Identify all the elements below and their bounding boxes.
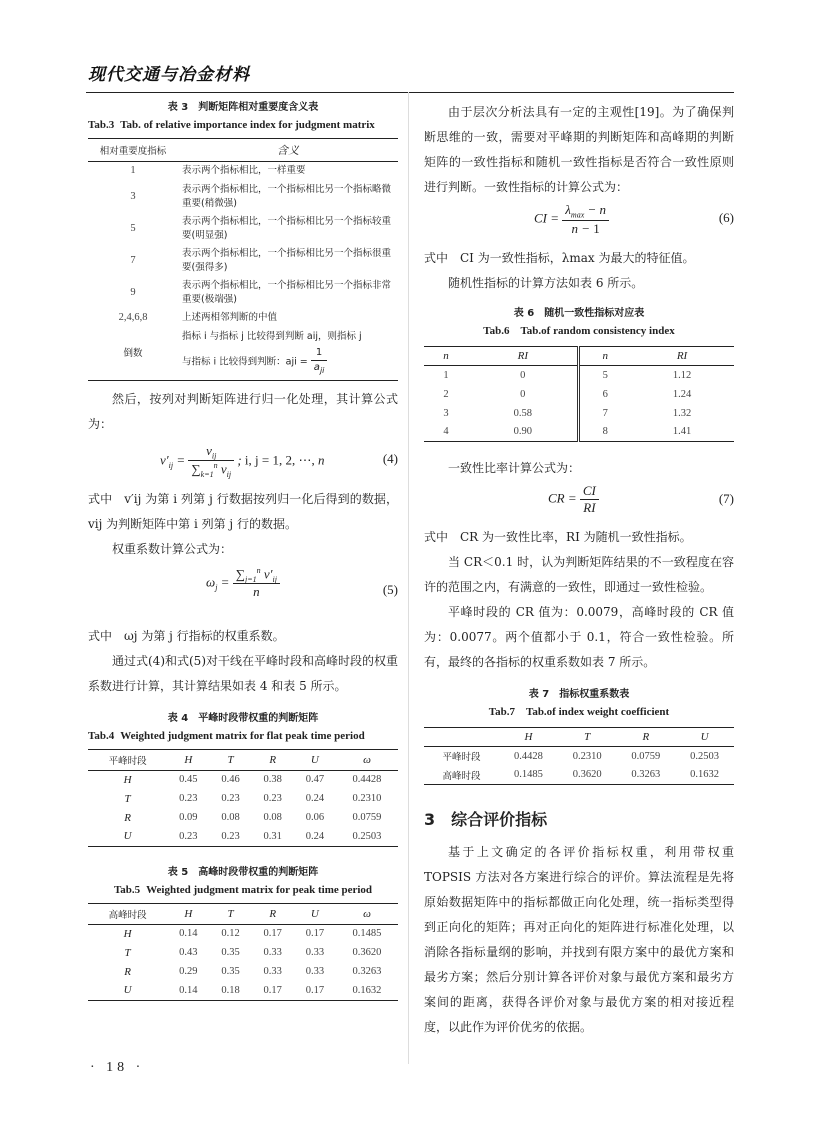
table7-cell: 0.1485 xyxy=(513,769,543,781)
table6-header: n xyxy=(579,347,630,366)
left-paragraph-1: 然后，按列对判断矩阵进行归一化处理，其计算公式为： xyxy=(88,391,398,431)
table3-cell-scale: 2,4,6,8 xyxy=(118,312,148,323)
table-row xyxy=(88,827,398,846)
table5-cell: 0.14 xyxy=(179,984,198,996)
eq7-fraction: $\frac{CI}{RI}$ xyxy=(580,483,599,516)
reciprocal-line2: 与指标 i 比较得到判断：aji = xyxy=(182,356,308,367)
table4-cell: 0.08 xyxy=(263,812,282,823)
table4-cell: 0.38 xyxy=(263,774,282,786)
table4-cell: 0.06 xyxy=(305,812,325,823)
table-row xyxy=(88,213,398,245)
table6 xyxy=(424,346,734,442)
table5-cell: 0.12 xyxy=(221,928,240,940)
table-row xyxy=(88,770,398,789)
header-rule xyxy=(86,92,734,93)
table6-cell: 1.41 xyxy=(672,426,692,438)
table6-cell: 6 xyxy=(602,388,608,400)
equation-4-body: $v'_{ij}$ = $\frac{v_{ij}}{\sum_{k=1}^n v_{ij}}$ ; i, j = 1, 2, ⋯, n xyxy=(160,442,325,480)
table6-cell: 0 xyxy=(468,385,579,404)
table5-cell: 0.1485 xyxy=(352,928,382,940)
table6-cell: 2 xyxy=(443,388,449,400)
table3-cell-scale: 5 xyxy=(130,222,136,234)
table6-header: RI xyxy=(468,347,579,366)
table5-header: R xyxy=(252,903,294,924)
reciprocal-line1: 指标 i 与指标 j 比较得到判断 aij，则指标 j xyxy=(182,330,362,342)
table4-header: 平峰时段 xyxy=(88,749,167,770)
table4-cell: 0.24 xyxy=(305,830,325,842)
table4-header: U xyxy=(294,749,336,770)
table5-cell: 0.33 xyxy=(263,947,282,958)
table5-header: T xyxy=(209,903,251,924)
equation-7-number: (7) xyxy=(718,491,734,506)
equation-6-number: (6) xyxy=(718,210,734,225)
table4-cell: H xyxy=(123,773,132,786)
table5-cell: 0.17 xyxy=(305,928,325,940)
table3-cell-scale: 9 xyxy=(130,286,136,298)
right-paragraph-8: 基于上文确定的各评价指标权重，利用带权重 TOPSIS 方法对各方案进行综合的评价。算法流程是先将原始数据矩阵中的指标都做正向化处理，统一指标类型得到正向化的矩阵；再对正向化的矩阵进行标准化处理，以消除各指标量纲的影响，并找到有限方案中的最优方案和最劣方案；然后分别计算各评价对象与最优方案和最劣方案间的距离，获得各评价对象与最优方案的相对接近程度，以此作为评价优劣的依据。 xyxy=(424,845,734,1034)
table4-cell: R xyxy=(124,811,131,824)
left-paragraph-3: 权重系数计算公式为： xyxy=(112,541,233,556)
table6-cell: 7 xyxy=(602,407,608,419)
table7-caption-zh: 表 7 指标权重系数表 xyxy=(528,689,630,700)
table-row xyxy=(88,309,398,328)
table6-cell: 0.90 xyxy=(468,423,579,442)
table5-cell: 0.33 xyxy=(305,947,325,958)
table6-cell: 0 xyxy=(468,366,579,385)
table6-caption-en: Tab.6 Tab.of random consistency index xyxy=(483,325,675,337)
table6-cell: 1.24 xyxy=(672,388,692,400)
journal-title: 现代交通与冶金材料 xyxy=(88,65,250,85)
table3-cell-meaning: 表示两个指标相比，一样重要 xyxy=(182,165,306,177)
table7-header: T xyxy=(558,728,617,747)
left-paragraph-4: 式中 ωj 为第 j 行指标的权重系数。 xyxy=(88,628,285,643)
table-row xyxy=(424,366,734,385)
equation-6-body: CI = $\frac{\lambda_{max} - n}{n - 1}$ xyxy=(534,202,609,237)
table7-cell: 0.3620 xyxy=(572,769,602,781)
table3-header: 含义 xyxy=(178,139,398,162)
table7 xyxy=(424,727,734,785)
eq5-fraction: $\frac{\sum_{j=1}^n v'_{ij}}{n}$ xyxy=(233,566,280,601)
table4 xyxy=(88,749,398,847)
right-paragraph-7: 平峰时段的 CR 值为：0.0079，高峰时段的 CR 值为：0.0077。两个值都小于 0.1，符合一致性检验。所有，最终的各指标的权重系数如表 7 所示。 xyxy=(424,605,734,669)
table3-caption-en xyxy=(88,116,398,134)
table6-cell: 3 xyxy=(443,407,449,419)
table5-cell: 0.33 xyxy=(305,966,325,977)
table-row xyxy=(424,423,734,442)
table-row xyxy=(88,981,398,1000)
table3-caption-zh: 表 3 判断矩阵相对重要度含义表 xyxy=(167,102,319,113)
table6-caption-zh: 表 6 随机一致性指标对应表 xyxy=(513,308,645,319)
left-paragraph-2: 式中 v′ij 为第 i 列第 j 行数据按列归一化后得到的数据，vij 为判断矩阵中第 i 列第 j 行的数据。 xyxy=(88,491,398,531)
table5-cell: 0.3263 xyxy=(352,966,382,977)
table-row xyxy=(88,962,398,981)
table7-cell: 0.4428 xyxy=(513,750,543,762)
table5-cell: U xyxy=(123,984,132,997)
reciprocal-fraction: $\frac{1}{a_{ji}}$ xyxy=(311,346,328,378)
table5 xyxy=(88,903,398,1001)
table-row xyxy=(88,924,398,943)
table3-caption-en-no: Tab.3 xyxy=(88,119,115,131)
table4-cell: 0.4428 xyxy=(352,774,382,786)
eq6-fraction: $\frac{\lambda_{max} - n}{n - 1}$ xyxy=(562,202,609,237)
equation-6 xyxy=(424,200,734,246)
table6-cell: 0.58 xyxy=(468,404,579,423)
table5-cell: 0.17 xyxy=(263,984,282,996)
table3-cell-meaning: 表示两个指标相比，一个指标相比另一个指标非常重要(极端强) xyxy=(182,279,392,305)
reciprocal-line2-wrap xyxy=(182,346,396,378)
table4-header: ω xyxy=(336,749,398,770)
table4-cell: 0.47 xyxy=(305,774,325,786)
right-paragraph-4: 一致性比率计算公式为： xyxy=(448,461,581,475)
table4-cell: 0.23 xyxy=(263,793,282,804)
table4-caption-en xyxy=(88,727,398,745)
table7-header: U xyxy=(675,728,734,747)
table7-cell: 0.1632 xyxy=(690,769,720,781)
table4-cell: 0.08 xyxy=(221,812,240,823)
table5-cell: 0.29 xyxy=(179,966,198,977)
table6-cell: 1 xyxy=(443,369,449,381)
equation-7-body: CR = $\frac{CI}{RI}$ xyxy=(548,483,599,516)
table4-cell: 0.45 xyxy=(179,774,198,786)
table6-cell: 5 xyxy=(602,369,608,381)
table5-caption-zh: 表 5 高峰时段带权重的判断矩阵 xyxy=(167,866,319,878)
table5-caption-en-no: Tab.5 xyxy=(113,883,141,896)
table7-cell: 0.2503 xyxy=(690,750,720,762)
table5-header: ω xyxy=(336,903,398,924)
table3-cell-reciprocal-meaning xyxy=(178,328,398,381)
table5-cell: 0.33 xyxy=(263,966,282,977)
table3-cell-meaning: 表示两个指标相比，一个指标相比另一个指标略微重要(稍微强) xyxy=(182,183,392,209)
right-column xyxy=(424,100,734,1040)
right-paragraph-2: 式中 CI 为一致性指标，λmax 为最大的特征值。 xyxy=(424,251,695,265)
table-row xyxy=(88,943,398,962)
equation-4-number: (4) xyxy=(382,450,398,466)
table7-header xyxy=(424,728,499,747)
table5-caption-en-text: Weighted judgment matrix for peak time period xyxy=(146,883,373,896)
equation-7 xyxy=(424,481,734,525)
table4-header: T xyxy=(209,749,251,770)
equation-5-number: (5) xyxy=(382,581,398,597)
table4-cell: 0.24 xyxy=(305,793,325,804)
section-heading: 3 综合评价指标 xyxy=(424,810,548,829)
table-row xyxy=(424,404,734,423)
table4-caption-en-text: Weighted judgment matrix for flat peak time period xyxy=(120,729,365,742)
table7-cell: 0.3263 xyxy=(631,769,661,781)
table4-header: H xyxy=(167,749,209,770)
table7-header: H xyxy=(499,728,558,747)
table4-cell: 0.23 xyxy=(179,793,198,804)
table7-cell: 0.0759 xyxy=(631,750,661,762)
table7-cell: 平峰时段 xyxy=(442,752,481,764)
table4-cell: U xyxy=(123,830,132,843)
right-paragraph-1: 由于层次分析法具有一定的主观性[19]。为了确保判断思维的一致，需要对平峰期的判断矩阵和高峰期的判断矩阵的一致性指标和随机一致性指标是否符合一致性原则进行判断。一致性指标的计算公式为： xyxy=(424,105,734,194)
table4-cell: 0.23 xyxy=(221,830,240,842)
table6-cell: 8 xyxy=(602,426,608,438)
table-row xyxy=(88,245,398,277)
table-row xyxy=(88,808,398,827)
table4-header: R xyxy=(252,749,294,770)
table7-header: R xyxy=(617,728,676,747)
table4-cell: 0.2310 xyxy=(352,793,382,804)
equation-5-body: $\omega_j$ = $\frac{\sum_{j=1}^n v'_{ij}}{n}$ xyxy=(206,566,280,601)
table5-cell: 0.18 xyxy=(221,984,240,996)
table6-cell: 4 xyxy=(443,426,449,438)
table-row xyxy=(424,747,734,766)
table4-cell: 0.23 xyxy=(179,830,198,842)
right-paragraph-5: 式中 CR 为一致性比率，RI 为随机一致性指标。 xyxy=(424,530,692,544)
table5-cell: 0.35 xyxy=(221,966,240,977)
table3-cell-meaning: 上述两相邻判断的中值 xyxy=(182,312,278,323)
table4-cell: 0.2503 xyxy=(352,830,382,842)
table5-cell: 0.35 xyxy=(221,947,240,958)
table5-header: U xyxy=(294,903,336,924)
table5-caption-en xyxy=(88,881,398,899)
table-row xyxy=(424,385,734,404)
table5-cell: T xyxy=(124,946,131,959)
table4-cell: 0.31 xyxy=(263,830,282,842)
table3 xyxy=(88,138,398,381)
table3-cell-scale: 3 xyxy=(130,190,136,202)
table5-cell: 0.1632 xyxy=(352,984,382,996)
table4-cell: 0.46 xyxy=(221,774,240,786)
table4-cell: 0.23 xyxy=(221,793,240,804)
table5-cell: 0.43 xyxy=(179,947,198,958)
table-row xyxy=(88,277,398,309)
table4-cell: 0.0759 xyxy=(352,812,382,823)
table3-cell-meaning: 表示两个指标相比，一个指标相比另一个指标较重要(明显强) xyxy=(182,215,392,241)
table-row xyxy=(424,766,734,785)
table6-header: RI xyxy=(630,347,734,366)
table3-cell-scale: 7 xyxy=(130,254,136,266)
equation-5 xyxy=(88,562,398,624)
left-paragraph-5: 通过式(4)和式(5)对干线在平峰时段和高峰时段的权重系数进行计算，其计算结果如表 4 和表 5 所示。 xyxy=(88,653,398,693)
table4-cell: T xyxy=(124,792,131,805)
table5-cell: 0.3620 xyxy=(352,947,382,958)
table5-cell: H xyxy=(123,927,132,940)
table5-cell: 0.17 xyxy=(263,928,282,940)
table5-header: H xyxy=(167,903,209,924)
table7-caption-en: Tab.7 Tab.of index weight coefficient xyxy=(488,706,670,718)
table3-caption-en-text: Tab. of relative importance index for judgment matrix xyxy=(120,119,375,131)
table5-header: 高峰时段 xyxy=(88,903,167,924)
table3-cell-reciprocal: 倒数 xyxy=(123,347,143,359)
table6-header: n xyxy=(424,347,468,366)
table-row xyxy=(88,328,398,381)
column-separator xyxy=(408,92,409,1064)
table4-caption-zh: 表 4 平峰时段带权重的判断矩阵 xyxy=(167,712,319,724)
table6-cell: 1.32 xyxy=(672,407,692,419)
table3-cell-scale: 1 xyxy=(130,165,136,177)
right-paragraph-6: 当 CR＜0.1 时，认为判断矩阵结果的不一致程度在容许的范围之内，有满意的一致性，即通过一致性检验。 xyxy=(424,555,734,594)
table4-cell: 0.09 xyxy=(179,812,198,823)
table-row xyxy=(88,162,398,181)
table7-cell: 高峰时段 xyxy=(442,770,481,782)
table-row xyxy=(88,181,398,213)
table3-header: 相对重要度指标 xyxy=(88,139,178,162)
equation-4 xyxy=(88,437,398,487)
eq4-fraction: $\frac{v_{ij}}{\sum_{k=1}^n v_{ij}}$ xyxy=(188,443,234,480)
page-number: · 18 · xyxy=(90,1060,145,1075)
table5-cell: 0.14 xyxy=(179,928,198,940)
table3-cell-meaning: 表示两个指标相比，一个指标相比另一个指标很重要(强得多) xyxy=(182,247,392,273)
right-paragraph-3: 随机性指标的计算方法如表 6 所示。 xyxy=(448,276,644,290)
table-row xyxy=(88,789,398,808)
table5-cell: 0.17 xyxy=(305,984,325,996)
table6-cell: 1.12 xyxy=(672,369,692,381)
table4-caption-en-no: Tab.4 xyxy=(88,729,115,742)
left-column xyxy=(88,100,398,1001)
table5-cell: R xyxy=(124,965,131,978)
table7-cell: 0.2310 xyxy=(572,750,602,762)
